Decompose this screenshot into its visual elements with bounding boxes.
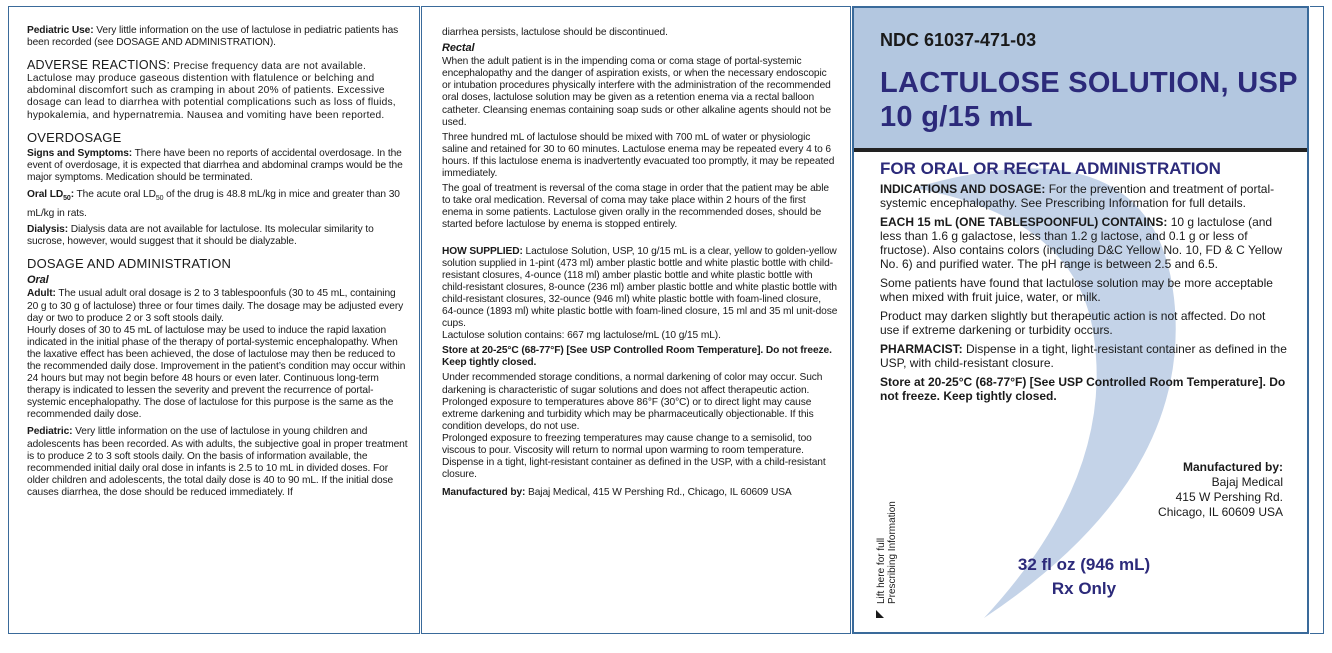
adult-text: The usual adult oral dosage is 2 to 3 tablespoonfuls (30 to 45 mL, containing 20 g to 30 g of lactulose) three or four times daily. The dosage may be adjusted every day or two to produce 2 or 3 soft stools daily. — [27, 288, 404, 324]
adverse-reactions-heading: ADVERSE REACTIONS: — [27, 58, 171, 73]
continued-paragraph: diarrhea persists, lactulose should be discontinued. — [442, 27, 668, 38]
adult-label: Adult: — [27, 288, 56, 300]
indications-paragraph — [880, 182, 1287, 210]
each-contains-paragraph — [880, 215, 1287, 271]
each-contains-text: 10 g lactulose (and less than 1.6 g galactose, less than 1.2 g lactose, and 0.1 g or less of fructose). Also contains colors (including D&C Yellow No. 10, FD & C Yellow No. 6) and purified water. The pH range is between 2.5 and 6.5. — [880, 215, 1283, 271]
overdosage-heading: OVERDOSAGE — [27, 129, 122, 145]
indications-text: For the prevention and treatment of portal-systemic encephalopathy. See Prescribing Information for full details. — [880, 182, 1275, 210]
lift-here-tab[interactable] — [876, 501, 898, 604]
front-store-paragraph — [880, 375, 1287, 403]
signs-text: There have been no reports of accidental overdosage. In the event of overdosage, it is expected that diarrhea and abdominal cramps would be the major symptoms. Medication should be terminated. — [27, 147, 403, 183]
front-panel-body — [880, 159, 1287, 408]
manufacturer-label: Manufactured by: — [1182, 460, 1283, 474]
each-contains-label: EACH 15 mL (ONE TABLESPOONFUL) CONTAINS: — [880, 215, 1168, 229]
adult-paragraph — [27, 288, 409, 324]
darken-paragraph: Product may darken slightly but therapeutic action is not affected. Do not use if extreme darkening or turbidity occurs. — [880, 309, 1266, 337]
lift-arrow-icon — [876, 610, 884, 618]
how-supplied-text: Lactulose Solution, USP, 10 g/15 mL is a clear, yellow to golden-yellow solution supplied in 1-pint (473 ml) amber plastic bottle and white plastic bottle with child-resistant closures, 4-ounce (118 ml) amber plastic bottle and white plastic bottle with child-resistant closures, 8-ounce (236 ml) amber plastic bottle and white plastic bottle with child-resistant closures, 32-ounce (946 ml) white plastic bottle with foam-lined closure, 64-ounce (1893 ml) white plastic bottle with foam-lined closure, 15 ml and 35 ml unit-dose cups. — [442, 245, 838, 330]
manufactured-text: Bajaj Medical, 415 W Pershing Rd., Chicago, IL 60609 USA — [528, 487, 792, 499]
manufacturer-block — [1158, 460, 1283, 520]
contains-paragraph: Lactulose solution contains: 667 mg lactulose/mL (10 g/15 mL). — [442, 330, 721, 342]
product-title-name: LACTULOSE SOLUTION, USP — [880, 67, 1298, 99]
manufactured-label: Manufactured by: — [442, 487, 526, 499]
how-supplied-paragraph — [442, 246, 838, 331]
dialysis-text: Dialysis data are not available for lactulose. Its molecular similarity to sucrose, however, would suggest that it should be dialyzable. — [27, 224, 374, 248]
manufacturer-address-2: Chicago, IL 60609 USA — [1158, 505, 1283, 519]
product-title — [880, 66, 1298, 134]
pharmacist-text: Dispense in a tight, light-resistant container as defined in the USP, with child-resistant closure. — [880, 342, 1287, 370]
oral-ld-paragraph — [27, 187, 409, 221]
pharmacist-paragraph — [880, 342, 1287, 370]
dialysis-paragraph — [27, 224, 409, 248]
adverse-reactions-text: Precise frequency data are not available. Lactulose may produce gaseous distention with flatulence or belching and abdominal discomfort such as cramping in about 20% of patients. Excessive dosage can lead to diarrhea with potential complications such as loss of fluids, hypokalemia, and hypernatremia. Nausea and vomiting have been reported. — [27, 61, 396, 121]
route-heading: FOR ORAL OR RECTAL ADMINISTRATION — [880, 159, 1221, 178]
lift-here-line2: Prescribing Information — [887, 501, 898, 604]
front-store-text: Store at 20-25°C (68-77°F) [See USP Controlled Room Temperature]. Do not freeze. Keep tightly closed. — [880, 375, 1286, 403]
oral-ld-label — [27, 189, 74, 203]
oral-ld-text-a: The acute oral LD — [76, 189, 156, 201]
ndc-number: NDC 61037-471-03 — [880, 30, 1037, 50]
store-paragraph — [442, 345, 838, 369]
panel-middle-content — [442, 27, 838, 502]
rectal-subheading: Rectal — [442, 42, 475, 55]
dialysis-label: Dialysis: — [27, 224, 69, 236]
how-supplied-label: HOW SUPPLIED: — [442, 245, 523, 257]
storage-paragraph: Under recommended storage conditions, a normal darkening of color may occur. Such darkening is characteristic of sugar solutions and does not affect therapeutic action. Prolonged exposure to temperatures above 86°F (30°C) or to direct light may cause extreme darkening and turbidity which may be pharmaceutically objectionable. If this condition develops, do not use. — [442, 372, 823, 432]
pediatric-text: Very little information on the use of lactulose in young children and adolescents has been recorded. As with adults, the subjective goal in proper treatment is to produce 2 to 3 soft stools daily. On the basis of information available, the recommended initial daily oral dose in infants is 2.5 to 10 mL in divided doses. For older children and adolescents, the total daily dose is 40 to 90 mL. If the initial dose causes diarrhea, the dose should be reduced immediately. If — [27, 426, 408, 498]
lift-here-line1: Lift here for full — [876, 537, 887, 604]
enema-paragraph: Three hundred mL of lactulose should be mixed with 700 mL of water or physiologic saline and retained for 30 to 60 minutes. Lactulose enema may be repeated every 4 to 6 hours. If this lactulose enema is inadvertently evacuated too promptly, it may be repeated immediately. — [442, 131, 835, 180]
pharmacist-label: PHARMACIST: — [880, 342, 963, 356]
manufacturer-name: Bajaj Medical — [1211, 475, 1283, 489]
hourly-paragraph: Hourly doses of 30 to 45 mL of lactulose may be used to induce the rapid laxation indicated in the initial phase of the therapy of portal-systemic encephalopathy. When the laxative effect has been achieved, the dose of lactulose may then be reduced to the recommended daily dose. Improvement in the patient’s condition may occur within 24 hours but may not begin before 48 hours or even later. Continuous long-term therapy is indicated to lessen the severity and prevent the recurrence of portal-systemic encephalopathy. The dose of lactulose for this purpose is the same as the recommended daily dose. — [27, 324, 406, 421]
oral-subheading: Oral — [27, 274, 49, 287]
some-patients-paragraph: Some patients have found that lactulose solution may be more acceptable when mixed with fruit juice, water, or milk. — [880, 276, 1273, 304]
title-band — [854, 8, 1307, 152]
rectal-paragraph: When the adult patient is in the impending coma or coma stage of portal-systemic encephalopathy and the danger of aspiration exists, or when the necessary endoscopic or intubation procedures physically interfere with the administration of the recommended oral doses, lactulose solution may be given as a retention enema via a rectal balloon catheter. Cleansing enemas containing soap suds or other alkaline agents should not be used. — [442, 56, 831, 128]
label-panel-left — [8, 6, 420, 634]
rx-only-text: Rx Only — [1051, 579, 1117, 598]
signs-paragraph — [27, 148, 409, 184]
adverse-reactions-paragraph — [27, 59, 409, 121]
label-panel-front — [852, 6, 1309, 634]
indications-label: INDICATIONS AND DOSAGE: — [880, 182, 1046, 196]
store-text: Store at 20-25°C (68-77°F) [See USP Controlled Room Temperature]. Do not freeze. Keep tightly closed. — [442, 345, 832, 369]
goal-paragraph: The goal of treatment is reversal of the coma stage in order that the patient may be able to take oral medication. Reversal of coma may take place within 2 hours of the first enema in some patients. Lactulose given orally in the recommended doses, should be started before lactulose by enema is stopped entirely. — [442, 183, 829, 231]
pediatric-use-text: Very little information on the use of lactulose in pediatric patients has been recorded (see DOSAGE AND ADMINISTRATION). — [27, 25, 399, 49]
volume-block — [1004, 553, 1164, 601]
pediatric-paragraph — [27, 426, 409, 499]
label-edge-strip — [1310, 6, 1324, 634]
manufacturer-address-1: 415 W Pershing Rd. — [1175, 490, 1283, 504]
oral-ld-subscript: 50 — [63, 195, 71, 203]
pediatric-label: Pediatric: — [27, 426, 73, 438]
product-title-strength: 10 g/15 mL — [880, 101, 1033, 133]
freezing-paragraph: Prolonged exposure to freezing temperatures may cause change to a semisolid, too viscous to pour. Viscosity will return to normal upon warming to room temperature. Dispense in a tight, light-resistant container as defined in the USP, with a child-resistant closure. — [442, 432, 826, 481]
pediatric-use-paragraph — [27, 25, 409, 49]
oral-ld-text-subscript: 50 — [155, 195, 164, 203]
panel-left-content — [27, 25, 409, 502]
manufactured-paragraph — [442, 487, 838, 499]
signs-label: Signs and Symptoms: — [27, 147, 133, 159]
oral-ld-colon: : — [70, 189, 74, 201]
pediatric-use-label: Pediatric Use: — [27, 25, 94, 36]
label-panel-middle — [421, 6, 851, 634]
oral-ld-text-b: of the drug is 48.8 mL/kg in mice and greater than 30 mL/kg in rats. — [27, 189, 400, 220]
dosage-heading: DOSAGE AND ADMINISTRATION — [27, 256, 232, 272]
oral-ld-label-text: Oral LD — [27, 189, 64, 201]
volume-text: 32 fl oz (946 mL) — [1017, 555, 1151, 574]
